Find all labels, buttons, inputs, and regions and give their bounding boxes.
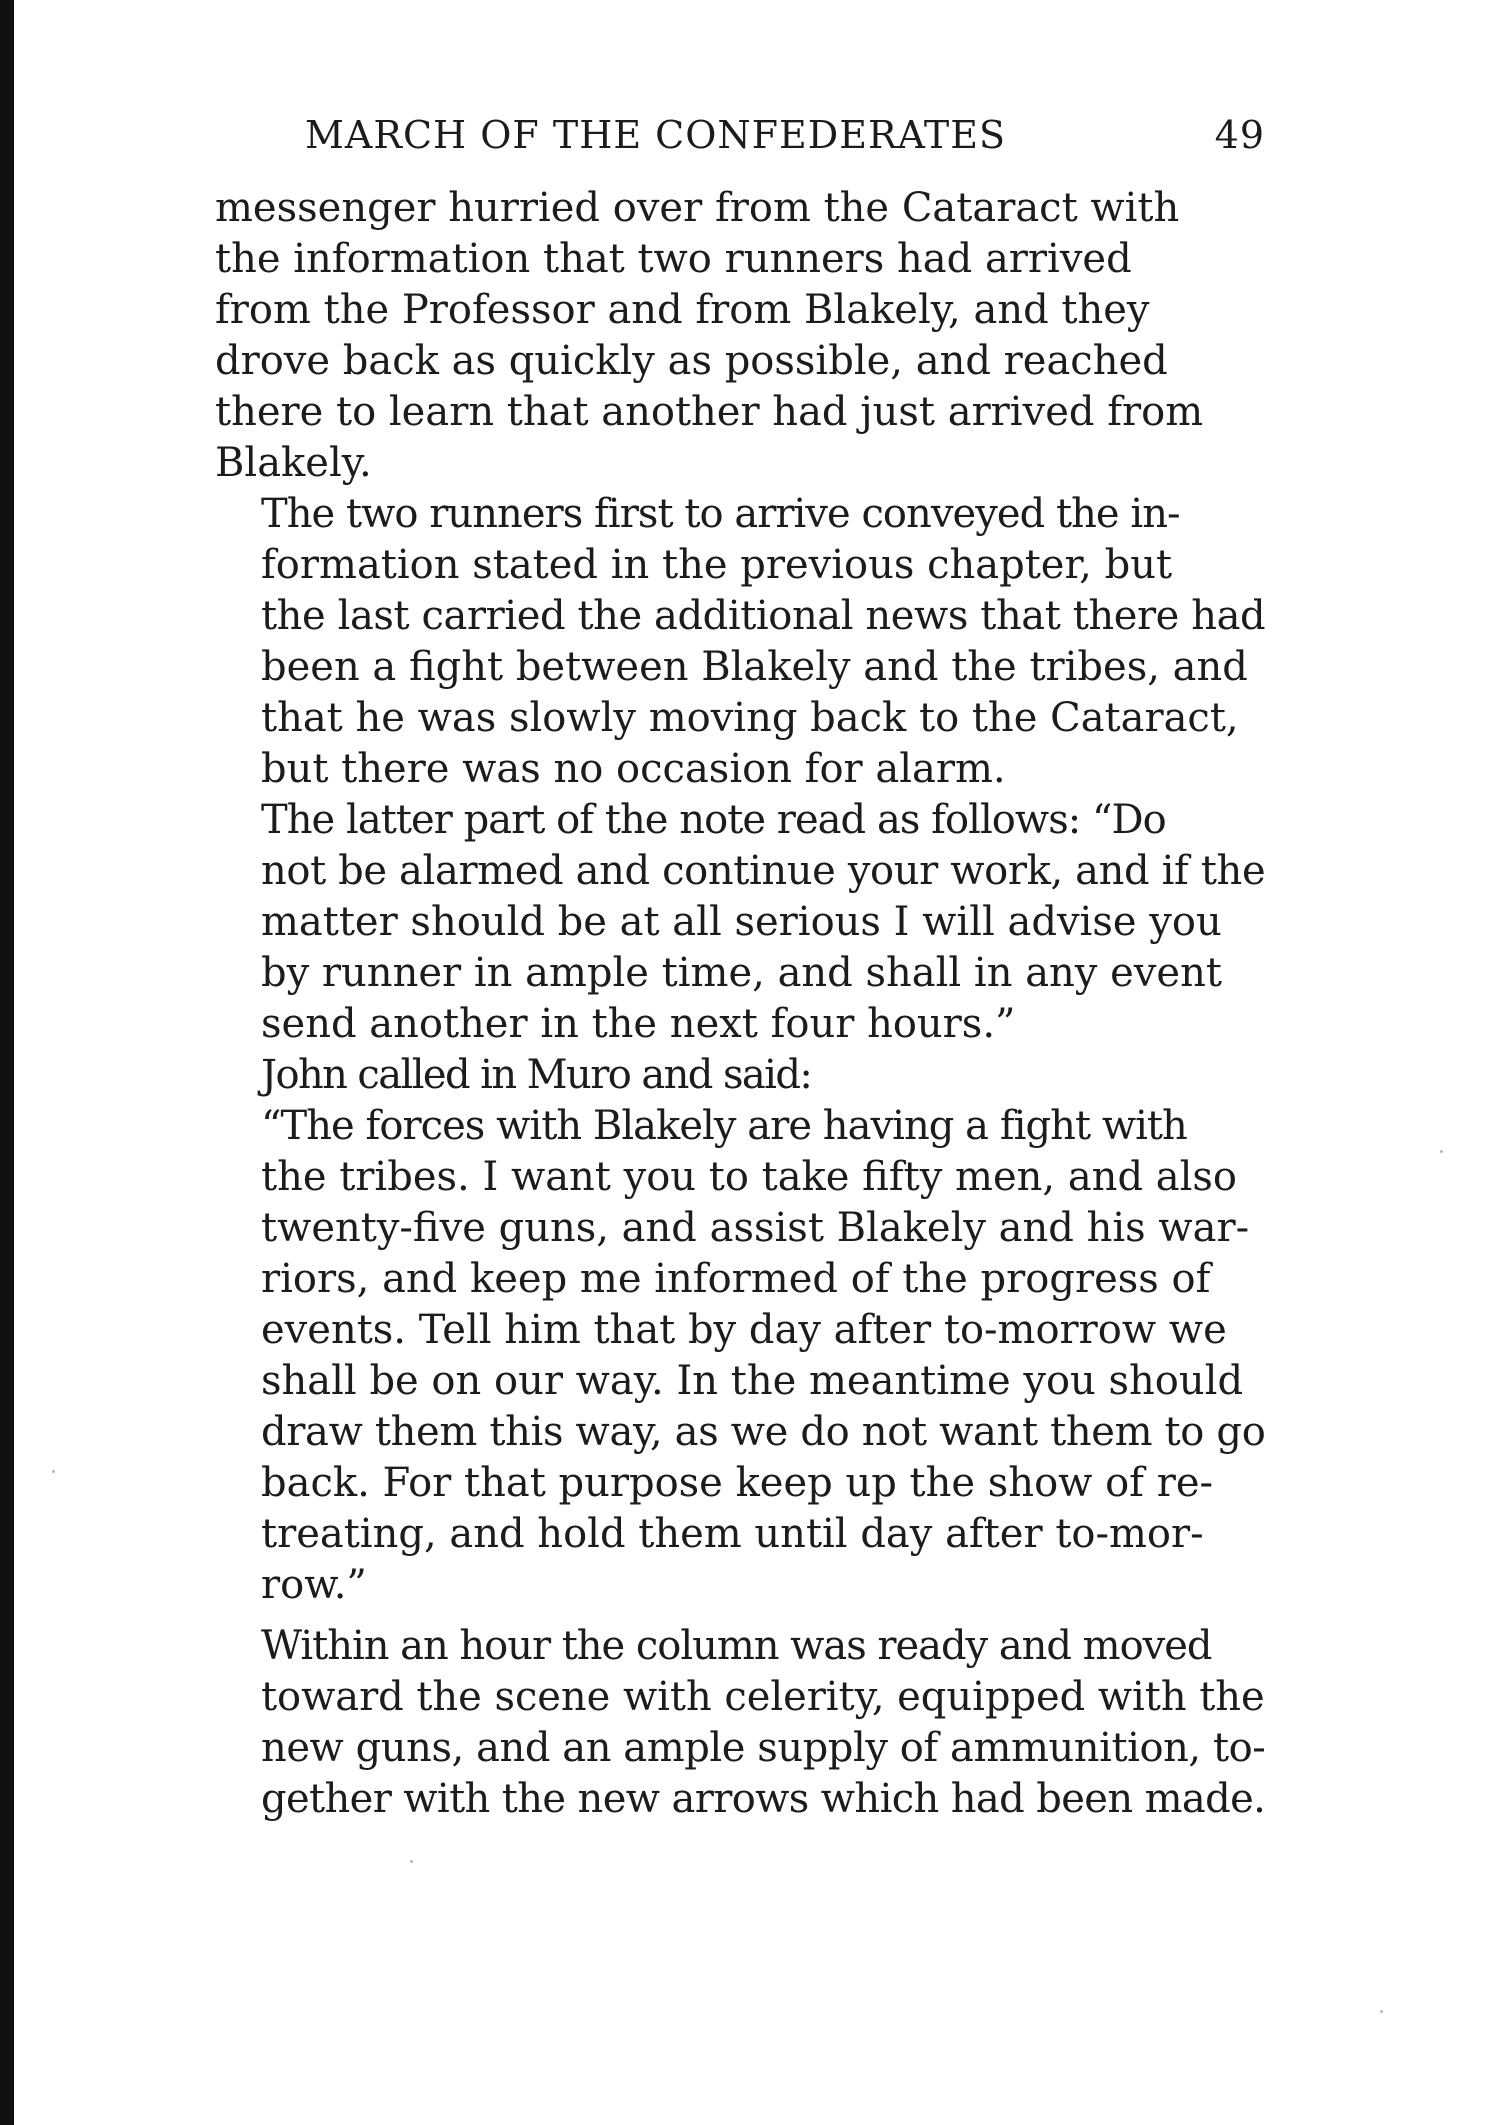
text-line: from the Professor and from Blakely, and they [215, 287, 1150, 333]
running-head [215, 105, 1265, 165]
text-line: events. Tell him that by day after to-morrow we [261, 1307, 1227, 1353]
text-line: shall be on our way. In the meantime you should [261, 1358, 1244, 1404]
text-line: matter should be at all serious I will advise you [261, 899, 1222, 945]
text-line: the information that two runners had arrived [215, 236, 1132, 282]
page-number: 49 [1214, 113, 1265, 157]
text-line: there to learn that another had just arrived from [215, 389, 1204, 435]
text-line: the tribes. I want you to take fifty men, and also [261, 1154, 1238, 1200]
page-gutter-edge [0, 0, 14, 2125]
paragraph [215, 1621, 1265, 1825]
text-line: The two runners first to arrive conveyed the in- [261, 491, 1180, 537]
text-line: messenger hurried over from the Cataract with [215, 185, 1180, 231]
text-line: Blakely. [215, 440, 372, 486]
paper-speck [1380, 2010, 1383, 2013]
text-line: row.” [261, 1562, 367, 1608]
text-line: been a fight between Blakely and the tribes, and [261, 644, 1248, 690]
text-line: but there was no occasion for alarm. [261, 746, 1006, 792]
paragraph [215, 1101, 1265, 1611]
text-line: John called in Muro and said: [261, 1052, 812, 1098]
text-line: by runner in ample time, and shall in any event [261, 950, 1222, 996]
text-line: send another in the next four hours.” [261, 1001, 1016, 1047]
text-line: the last carried the additional news that there had [261, 593, 1266, 639]
text-line: treating, and hold them until day after to-mor- [261, 1511, 1204, 1557]
body-text [215, 183, 1265, 1825]
text-line: toward the scene with celerity, equipped with the [261, 1674, 1265, 1720]
text-line: draw them this way, as we do not want them to go [261, 1409, 1266, 1455]
text-line: The latter part of the note read as follows: “Do [261, 797, 1166, 843]
paper-speck [52, 1470, 55, 1473]
text-line: riors, and keep me informed of the progress of [261, 1256, 1211, 1302]
paper-speck [1440, 1150, 1443, 1153]
paragraph [215, 795, 1265, 1050]
text-line: Within an hour the column was ready and moved [261, 1623, 1212, 1669]
book-page [215, 105, 1265, 1825]
paragraph [215, 489, 1265, 795]
paragraph [215, 1050, 1265, 1101]
text-line: gether with the new arrows which had been made. [261, 1776, 1266, 1822]
text-line: new guns, and an ample supply of ammunition, to- [261, 1725, 1266, 1771]
text-line: “The forces with Blakely are having a fight with [261, 1103, 1187, 1149]
text-line: not be alarmed and continue your work, and if the [261, 848, 1266, 894]
text-line: formation stated in the previous chapter, but [261, 542, 1173, 588]
text-line: back. For that purpose keep up the show of re- [261, 1460, 1214, 1506]
running-title: MARCH OF THE CONFEDERATES [305, 113, 1007, 157]
text-line: drove back as quickly as possible, and reached [215, 338, 1168, 384]
paper-speck [410, 1860, 413, 1863]
text-line: twenty-five guns, and assist Blakely and his war- [261, 1205, 1250, 1251]
paragraph [215, 183, 1265, 489]
text-line: that he was slowly moving back to the Cataract, [261, 695, 1239, 741]
